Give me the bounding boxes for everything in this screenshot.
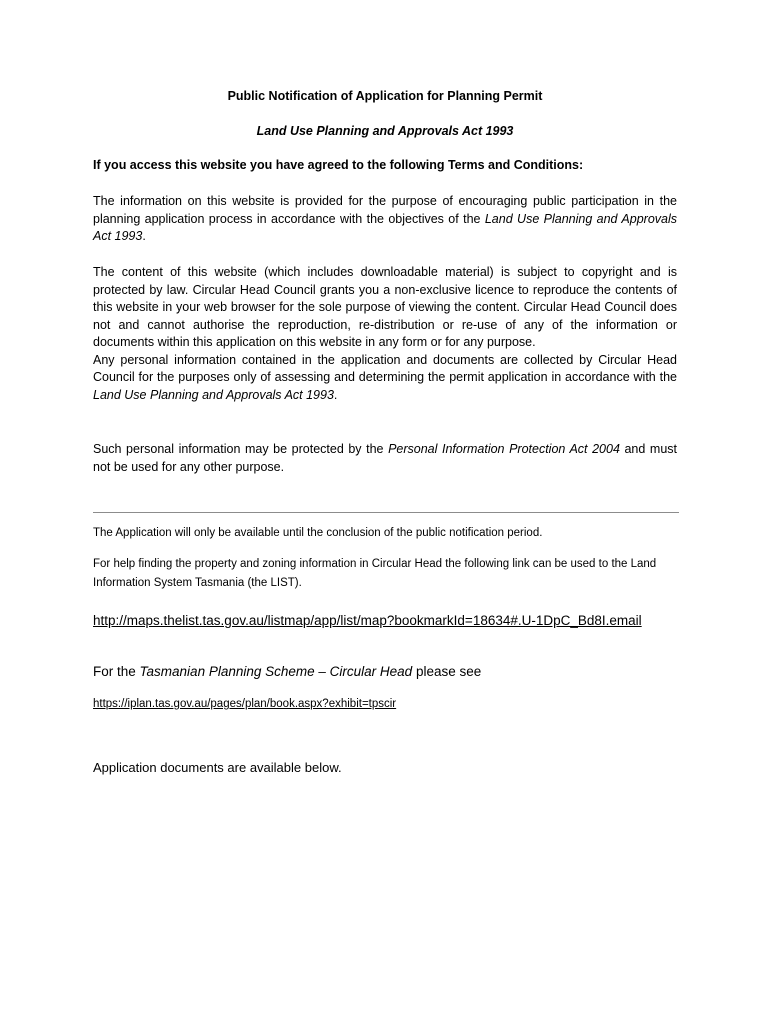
- purpose-end: .: [142, 229, 146, 243]
- availability-note: The Application will only be available until the conclusion of the public notification period.: [93, 527, 543, 539]
- planning-scheme-line: [93, 664, 481, 679]
- copyright-end: .: [333, 387, 338, 402]
- scheme-suffix: please see: [412, 664, 482, 679]
- terms-heading: If you access this website you have agreed to the following Terms and Conditions:: [93, 158, 584, 172]
- copyright-text: The content of this website (which includes downloadable material) is subject to copyright and is protected by law. Circular Head Council grants you a non-exclusive licence to reproduce the contents of this website in your web browser for the sole purpose of viewing the content. Circular Head Council does not and cannot authorise the reproduction, re-distribution or re-use of any of the information or documents within this application on this website in any form or for any purpose.: [93, 265, 677, 349]
- privacy-paragraph: [93, 441, 677, 476]
- copyright-paragraph: [93, 264, 677, 404]
- help-text: For help finding the property and zoning information in Circular Head the following link can be used to the Land Information System Tasmania (the LIST).: [93, 558, 657, 589]
- act-subtitle: Land Use Planning and Approvals Act 1993: [256, 124, 514, 138]
- copyright-act-name: Land Use Planning and Approvals Act 1993: [93, 387, 334, 402]
- privacy-end: and must not be used for any other purpose.: [93, 442, 677, 474]
- thelist-map-link[interactable]: http://maps.thelist.tas.gov.au/listmap/app/list/map?bookmarkId=18634#.U-1DpC_Bd8I.email: [93, 613, 642, 628]
- iplan-link[interactable]: https://iplan.tas.gov.au/pages/plan/book.aspx?exhibit=tpscir: [93, 698, 397, 710]
- scheme-name: Tasmanian Planning Scheme – Circular Head: [139, 664, 413, 679]
- documents-note: Application documents are available below.: [93, 760, 342, 775]
- purpose-text: The information on this website is provided for the purpose of encouraging public participation in the planning application process in accordance with the objectives of the: [93, 194, 677, 226]
- purpose-act-name: Land Use Planning and Approvals Act 1993: [93, 211, 678, 243]
- page-title: Public Notification of Application for Planning Permit: [227, 89, 543, 103]
- personal-info-text: Any personal information contained in the application and documents are collected by Circular Head Council for the purposes only of assessing and determining the permit application in accordance with the: [93, 352, 677, 384]
- purpose-paragraph: [93, 193, 677, 246]
- scheme-prefix: For the: [93, 664, 140, 679]
- privacy-act-name: Personal Information Protection Act 2004: [388, 442, 620, 456]
- section-divider: [93, 512, 679, 513]
- privacy-text: Such personal information may be protected by the: [93, 442, 389, 456]
